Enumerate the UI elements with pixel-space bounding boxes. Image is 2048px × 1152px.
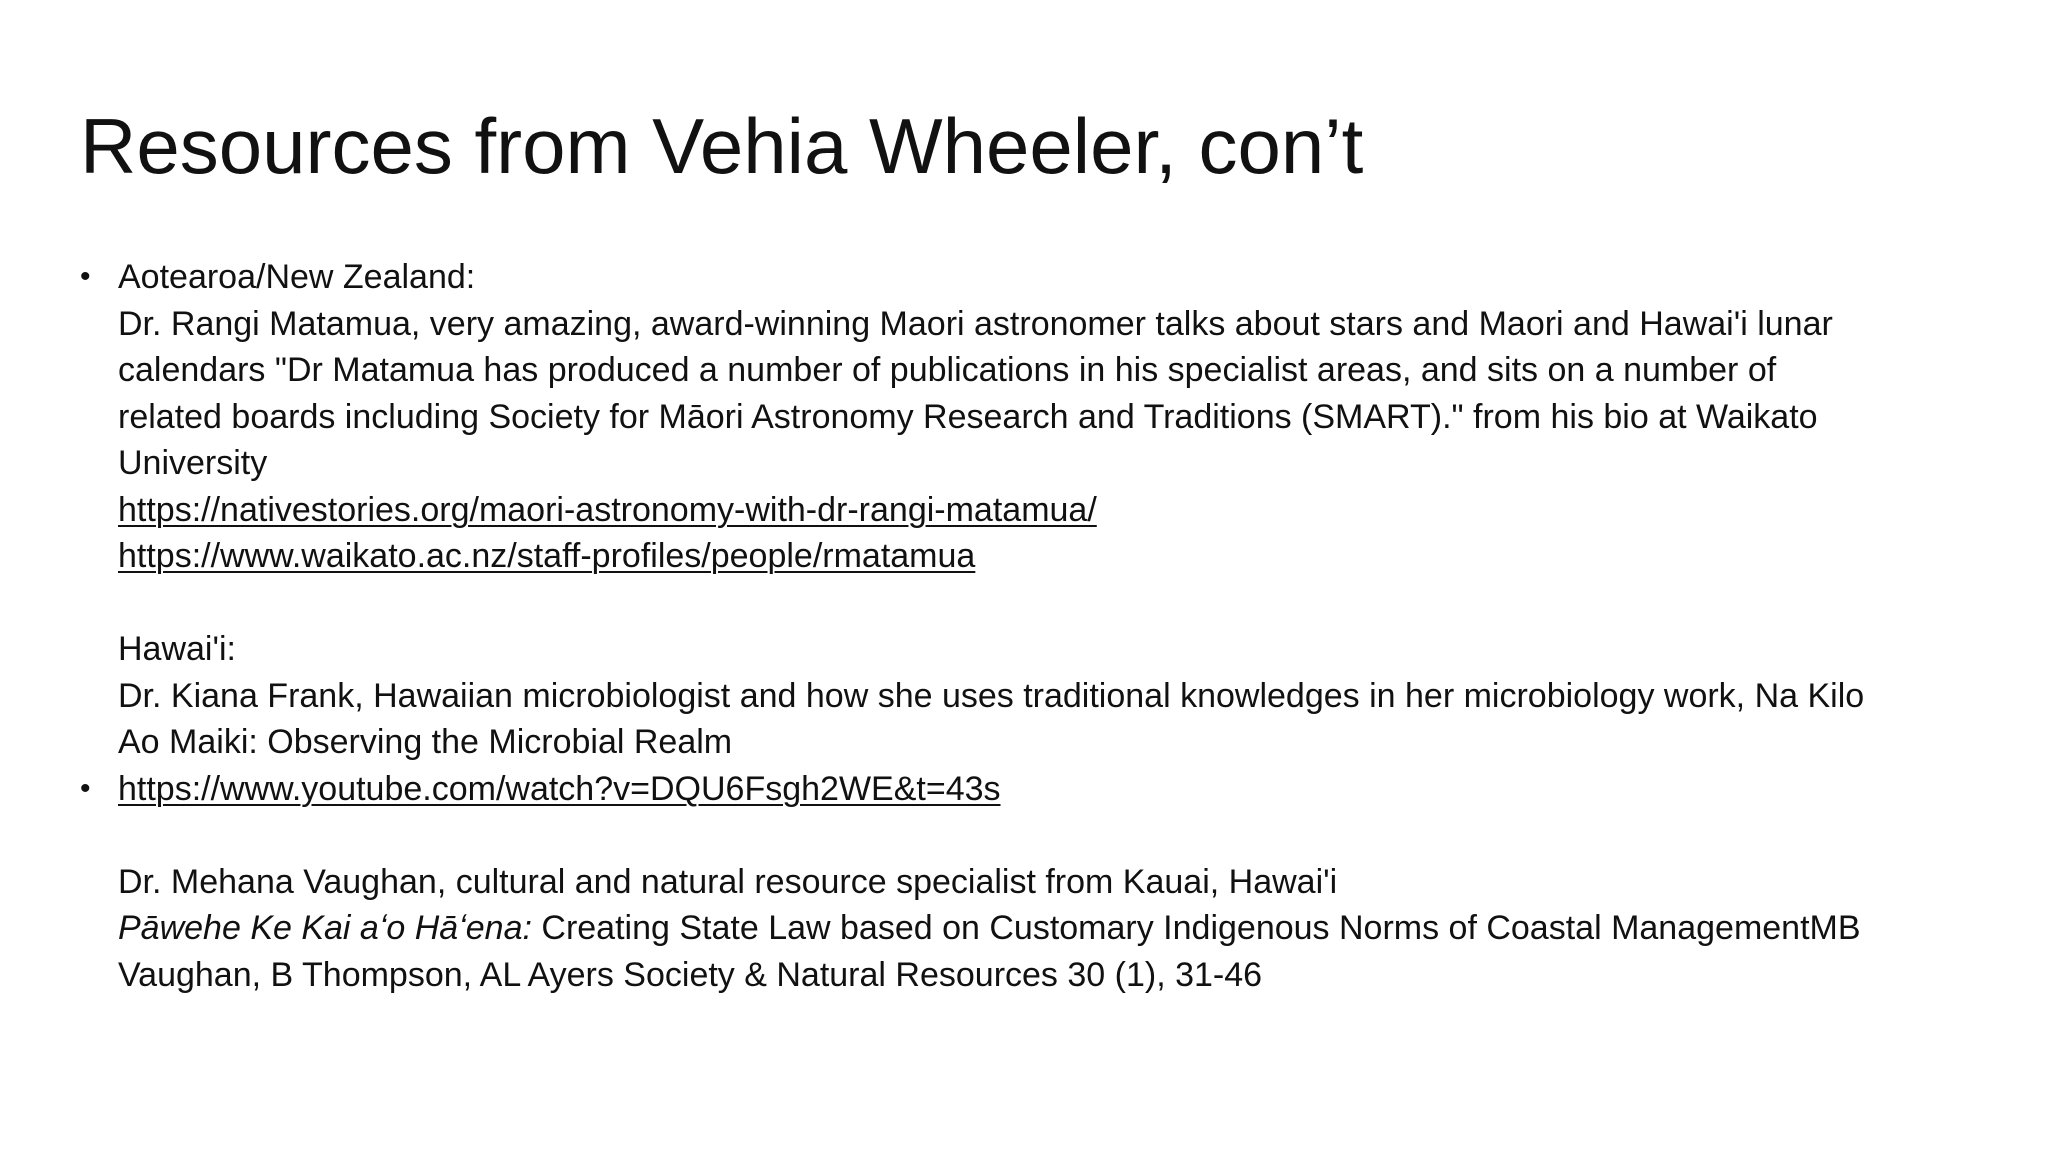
slide-content — [80, 254, 1980, 998]
citation-line: Vaughan, B Thompson, AL Ayers Society & Natural Resources 30 (1), 31-46 — [118, 955, 1263, 994]
bullet-item-youtube — [80, 766, 1980, 999]
text-line: Dr. Kiana Frank, Hawaiian microbiologist and how she uses traditional knowledges in her microbiology work, Na Kilo — [118, 676, 1865, 715]
bullet-icon: • — [80, 771, 91, 805]
text-line: Ao Maiki: Observing the Microbial Realm — [118, 723, 733, 761]
text-line: Dr. Mehana Vaughan, cultural and natural resource specialist from Kauai, Hawai'i — [118, 862, 1338, 901]
youtube-link[interactable]: https://www.youtube.com/watch?v=DQU6Fsgh2WE&t=43s — [118, 769, 1001, 808]
citation-line — [118, 905, 1980, 952]
nativestories-link[interactable]: https://nativestories.org/maori-astronomy-with-dr-rangi-matamua/ — [118, 490, 1097, 529]
waikato-profile-link[interactable]: https://www.waikato.ac.nz/staff-profiles/people/rmatamua — [118, 537, 976, 575]
slide-title: Resources from Vehia Wheeler, con’t — [80, 102, 1364, 190]
text-line: University — [118, 444, 268, 482]
section-heading-hawaii: Hawai'i: — [118, 630, 236, 668]
bullet-item-aotearoa — [80, 254, 1980, 766]
link-line — [118, 487, 1980, 534]
bullet-icon: • — [80, 260, 91, 293]
text-line: related boards including Society for Māori Astronomy Research and Traditions (SMART)." from his bio at Waikato — [118, 397, 1818, 436]
blank-line — [118, 580, 1980, 627]
citation-text: Creating State Law based on Customary Indigenous Norms of Coastal ManagementMB — [531, 909, 1861, 947]
text-line: calendars "Dr Matamua has produced a number of publications in his specialist areas, and sits on a number of — [118, 351, 1777, 389]
link-line — [118, 766, 1980, 813]
section-heading-aotearoa: Aotearoa/New Zealand: — [118, 258, 476, 296]
link-line — [118, 533, 1980, 580]
citation-title: Pāwehe Ke Kai aʻo Hāʻena: — [118, 909, 532, 947]
blank-line — [118, 812, 1980, 859]
text-line: Dr. Rangi Matamua, very amazing, award-winning Maori astronomer talks about stars and Maori and Hawai'i lunar — [118, 304, 1833, 343]
